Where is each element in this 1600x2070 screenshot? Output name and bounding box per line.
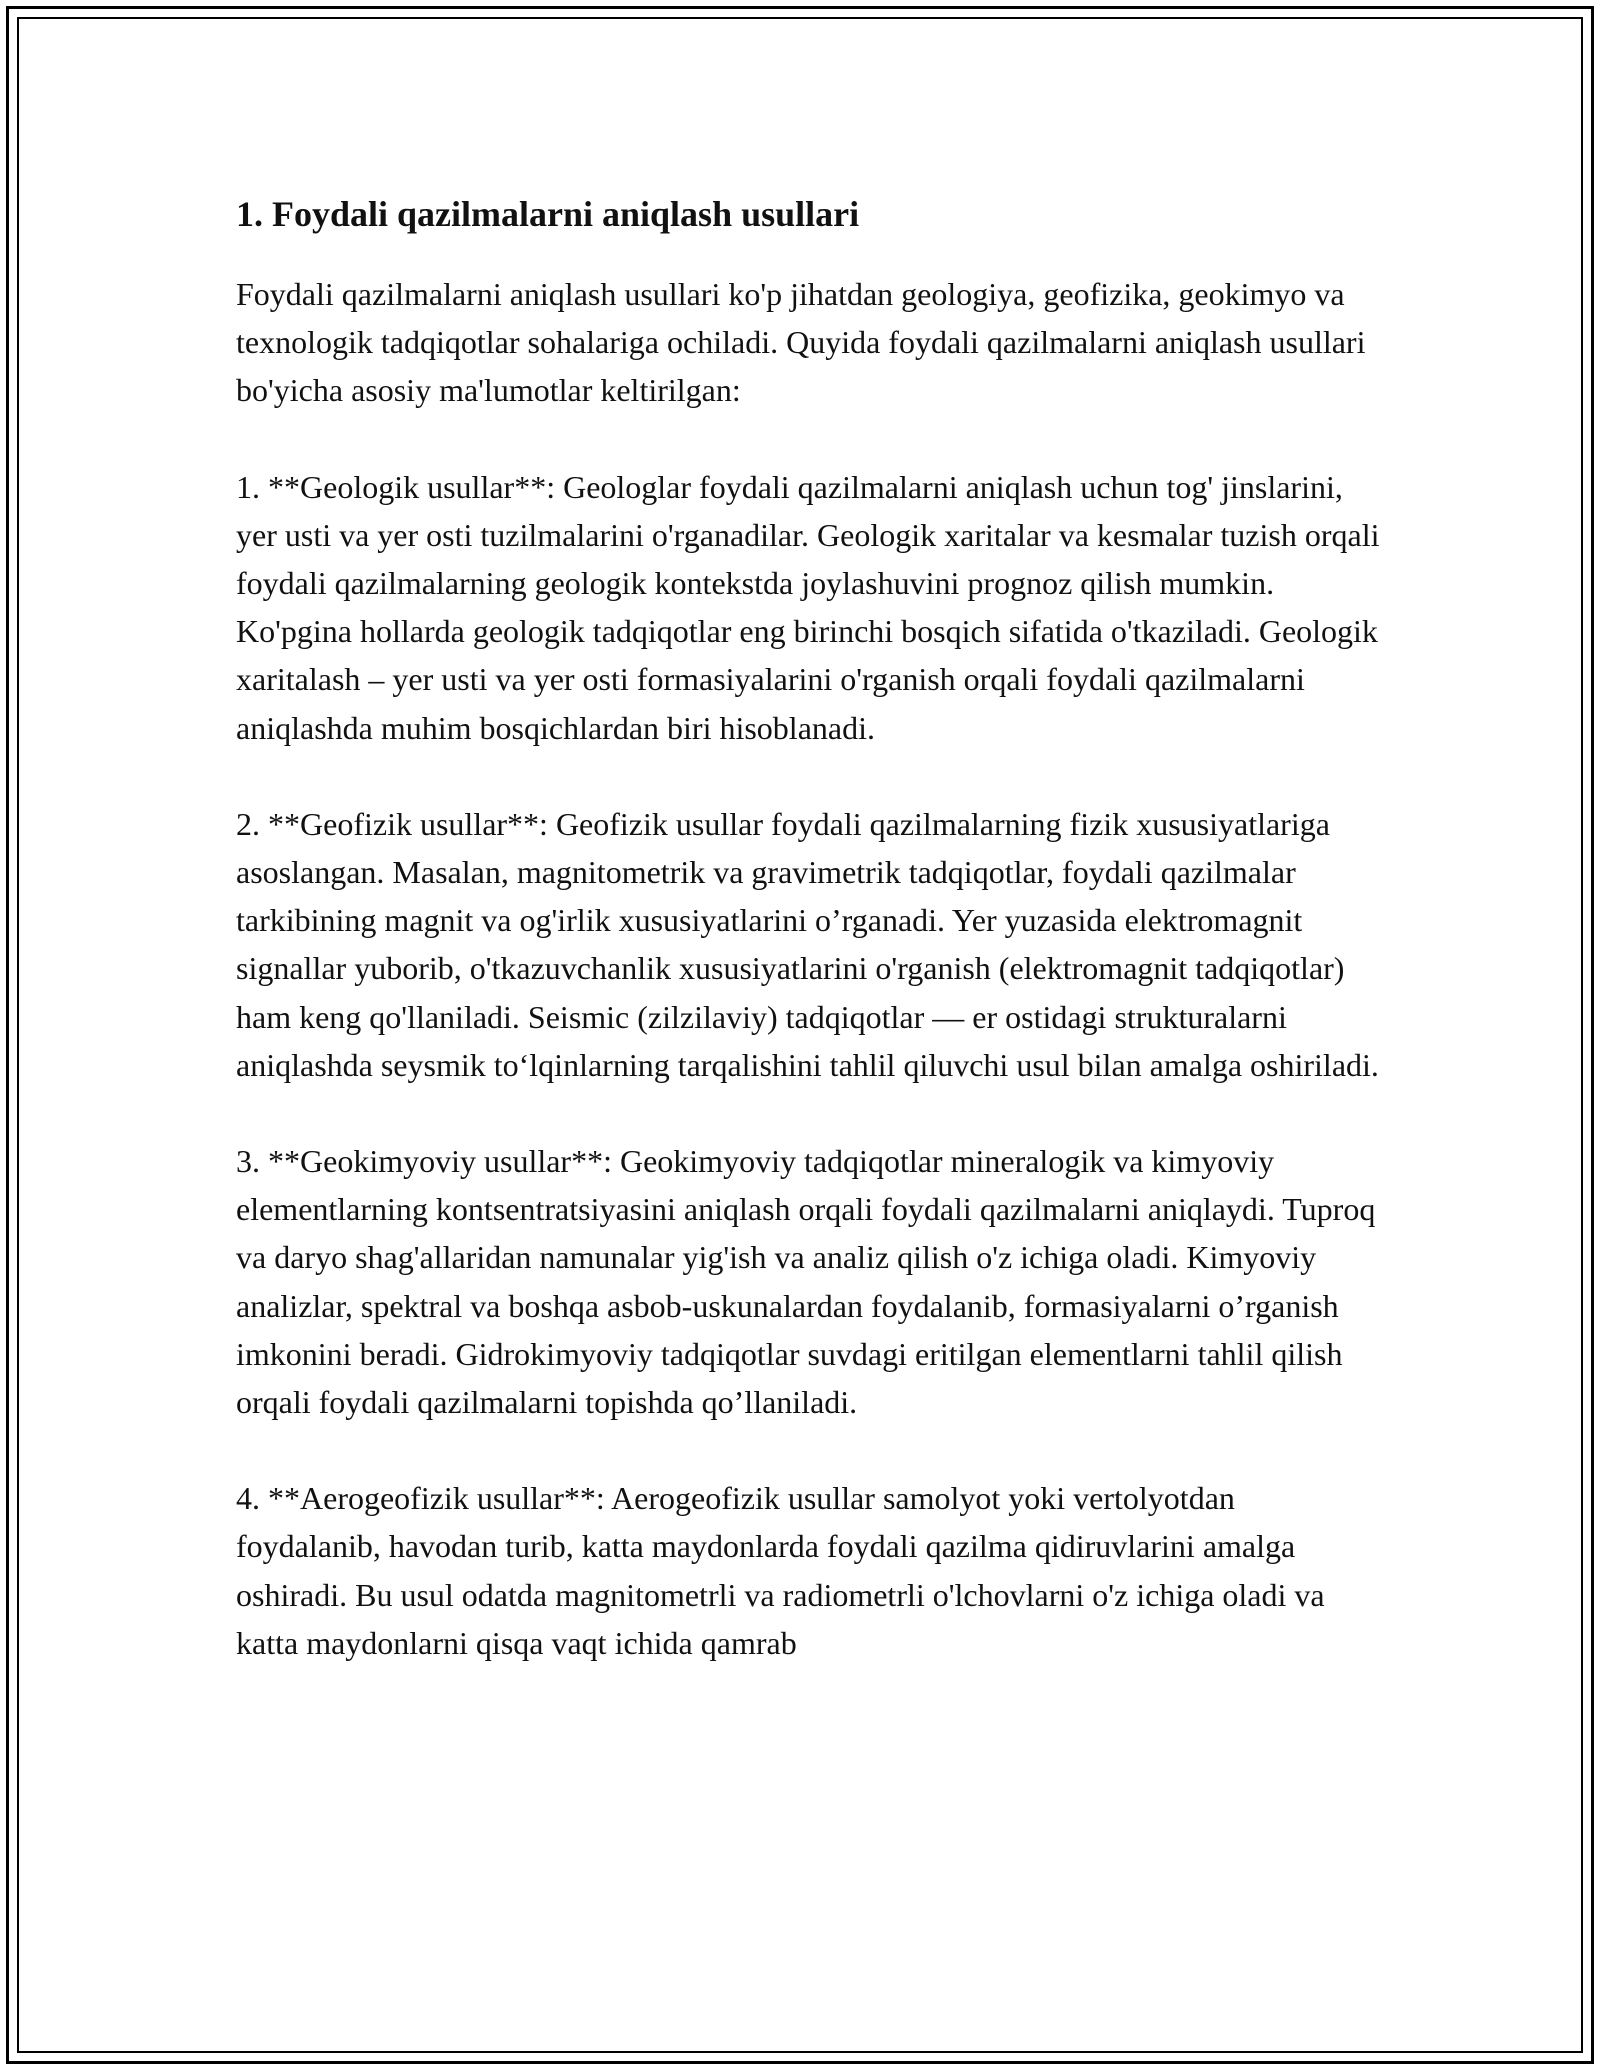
aerogeofizik-usullar-paragraph: 4. **Aerogeofizik usullar**: Aerogeofizik usullar samolyot yoki vertolyotdan foydalanib, havodan turib, katta maydonlarda foydali qazilma qidiruvlarini amalga oshiradi. Bu usul odatda magnitometrli va radiometrli o'lchovlarni o'z ichiga oladi va katta maydonlarni qisqa vaqt ichida qamrab [236, 1480, 1325, 1661]
geofizik-usullar-paragraph: 2. **Geofizik usullar**: Geofizik usullar foydali qazilmalarning fizik xususiyatlariga asoslangan. Masalan, magnitometrik va gravimetrik tadqiqotlar, foydali qazilmalar tarkibining magnit va og'irlik xususiyatlarini o’rganadi. Yer yuzasida elektromagnit signallar yuborib, o'tkazuvchanlik xususiyatlarini o'rganish (elektromagnit tadqiqotlar) ham keng qo'llaniladi. Seismic (zilzilaviy) tadqiqotlar — er ostidagi strukturalarni aniqlashda seysmik to‘lqinlarning tarqalishini tahlil qiluvchi usul bilan amalga oshiriladi. [236, 805, 1379, 1083]
intro-paragraph: Foydali qazilmalarni aniqlash usullari ko'p jihatdan geologiya, geofizika, geokimyo va texnologik tadqiqotlar sohalariga ochiladi. Quyida foydali qazilmalarni aniqlash usullari bo'yicha asosiy ma'lumotlar keltirilgan: [236, 276, 1366, 409]
geokimyoviy-usullar-paragraph: 3. **Geokimyoviy usullar**: Geokimyoviy tadqiqotlar mineralogik va kimyoviy elementlarning kontsentratsiyasini aniqlash orqali foydali qazilmalarni aniqlaydi. Tuproq va daryo shag'allaridan namunalar yig'ish va analiz qilish o'z ichiga oladi. Kimyoviy analizlar, spektral va boshqa asbob-uskunalardan foydalanib, formasiyalarni o’rganish imkonini beradi. Gidrokimyoviy tadqiqotlar suvdagi eritilgan elementlarni tahlil qilish orqali foydali qazilmalarni topishda qo’llaniladi. [236, 1143, 1376, 1421]
document-body [236, 186, 1386, 1715]
geologik-usullar-paragraph: 1. **Geologik usullar**: Geologlar foydali qazilmalarni aniqlash uchun tog' jinslarini, yer usti va yer osti tuzilmalarini o'rganadilar. Geologik xaritalar va kesmalar tuzish orqali foydali qazilmalarning geologik kontekstda joylashuvini prognoz qilish mumkin. Ko'pgina hollarda geologik tadqiqotlar eng birinchi bosqich sifatida o'tkaziladi. Geologik xaritalash – yer usti va yer osti formasiyalarini o'rganish orqali foydali qazilmalarni aniqlashda muhim bosqichlardan biri hisoblanadi. [236, 468, 1380, 746]
section-heading: 1. Foydali qazilmalarni aniqlash usullari [236, 194, 860, 234]
